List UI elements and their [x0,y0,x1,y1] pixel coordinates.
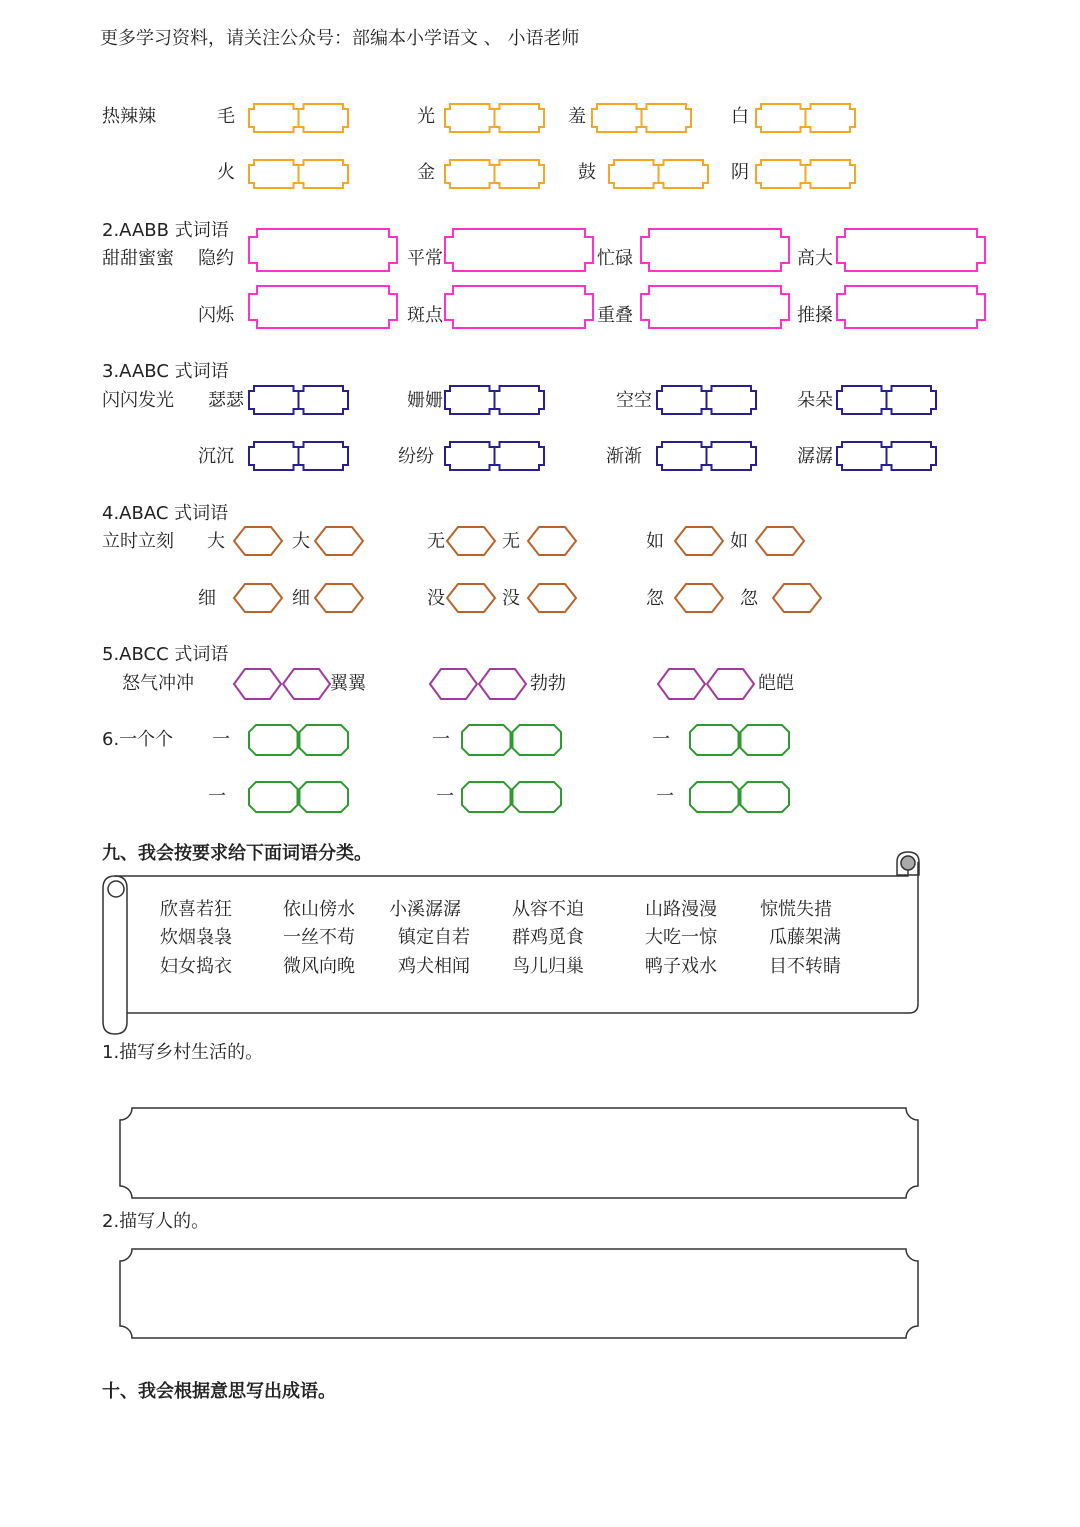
prompt-label: 火 [217,162,235,183]
word-item: 小溪潺潺 [389,899,461,920]
prompt-label: 潺潺 [797,446,833,467]
prompt-label: 鼓 [578,162,596,183]
section-title-aabc: 3.AABC 式词语 [102,361,229,382]
prompt-label: 大 [292,531,310,552]
prompt-label: 毛 [217,106,235,127]
prompt-label: 金 [417,162,435,183]
word-item: 微风向晚 [283,956,355,977]
section-10-title: 十、我会根据意思写出成语。 [102,1381,336,1402]
prompt-label: 皑皑 [758,673,794,694]
prompt-label: 一 [656,786,674,807]
question-2: 2.描写人的。 [102,1211,210,1232]
prompt-label: 空空 [616,390,652,411]
prompt-label: 细 [198,588,216,609]
word-item: 瓜藤架满 [769,927,841,948]
word-item: 依山傍水 [283,899,355,920]
prompt-label: 朵朵 [797,390,833,411]
prompt-label: 忽 [740,588,758,609]
word-item: 欣喜若狂 [160,899,232,920]
prompt-label: 无 [502,531,520,552]
prompt-label: 重叠 [597,305,633,326]
word-item: 群鸡觅食 [512,927,584,948]
prompt-label: 细 [292,588,310,609]
prompt-label: 阴 [731,162,749,183]
word-item: 目不转睛 [769,956,841,977]
word-item: 鸡犬相闻 [398,956,470,977]
prompt-label: 翼翼 [330,673,366,694]
prompt-label: 没 [502,588,520,609]
prompt-label: 没 [427,588,445,609]
example-word: 热辣辣 [102,106,156,127]
prompt-label: 一 [436,786,454,807]
prompt-label: 忙碌 [597,248,633,269]
word-item: 炊烟袅袅 [160,927,232,948]
section-title-yigege: 6.一个个 [102,729,174,750]
prompt-label: 渐渐 [606,446,642,467]
example-word: 甜甜蜜蜜 [102,248,174,269]
word-item: 大吃一惊 [645,927,717,948]
prompt-label: 光 [417,106,435,127]
prompt-label: 闪烁 [198,305,234,326]
example-word: 立时立刻 [102,531,174,552]
prompt-label: 勃勃 [530,673,566,694]
prompt-label: 羞 [568,106,586,127]
example-word: 怒气冲冲 [122,673,194,694]
section-title-aabb: 2.AABB 式词语 [102,220,229,241]
page-header: 更多学习资料，请关注公众号：部编本小学语文 、 小语老师 [100,28,580,49]
prompt-label: 如 [646,531,664,552]
word-item: 镇定自若 [398,927,470,948]
word-item: 鸭子戏水 [645,956,717,977]
prompt-label: 一 [652,729,670,750]
prompt-label: 无 [427,531,445,552]
prompt-label: 姗姗 [407,390,443,411]
prompt-label: 白 [731,106,749,127]
word-item: 一丝不苟 [283,927,355,948]
prompt-label: 一 [432,729,450,750]
prompt-label: 忽 [646,588,664,609]
prompt-label: 斑点 [407,305,443,326]
prompt-label: 一 [208,786,226,807]
prompt-label: 大 [207,531,225,552]
prompt-label: 平常 [407,248,443,269]
section-9-title: 九、我会按要求给下面词语分类。 [102,843,372,864]
section-title-abac: 4.ABAC 式词语 [102,503,229,524]
prompt-label: 如 [730,531,748,552]
prompt-label: 纷纷 [398,446,434,467]
example-word: 闪闪发光 [102,390,174,411]
word-item: 山路漫漫 [645,899,717,920]
prompt-label: 高大 [797,248,833,269]
prompt-label: 推搡 [797,305,833,326]
prompt-label: 隐约 [198,248,234,269]
section-title-abcc: 5.ABCC 式词语 [102,644,229,665]
prompt-label: 沉沉 [198,446,234,467]
word-item: 妇女捣衣 [160,956,232,977]
prompt-label: 一 [212,729,230,750]
word-item: 鸟儿归巢 [512,956,584,977]
question-1: 1.描写乡村生活的。 [102,1042,264,1063]
word-item: 惊慌失措 [760,899,832,920]
prompt-label: 瑟瑟 [208,390,244,411]
word-item: 从容不迫 [512,899,584,920]
